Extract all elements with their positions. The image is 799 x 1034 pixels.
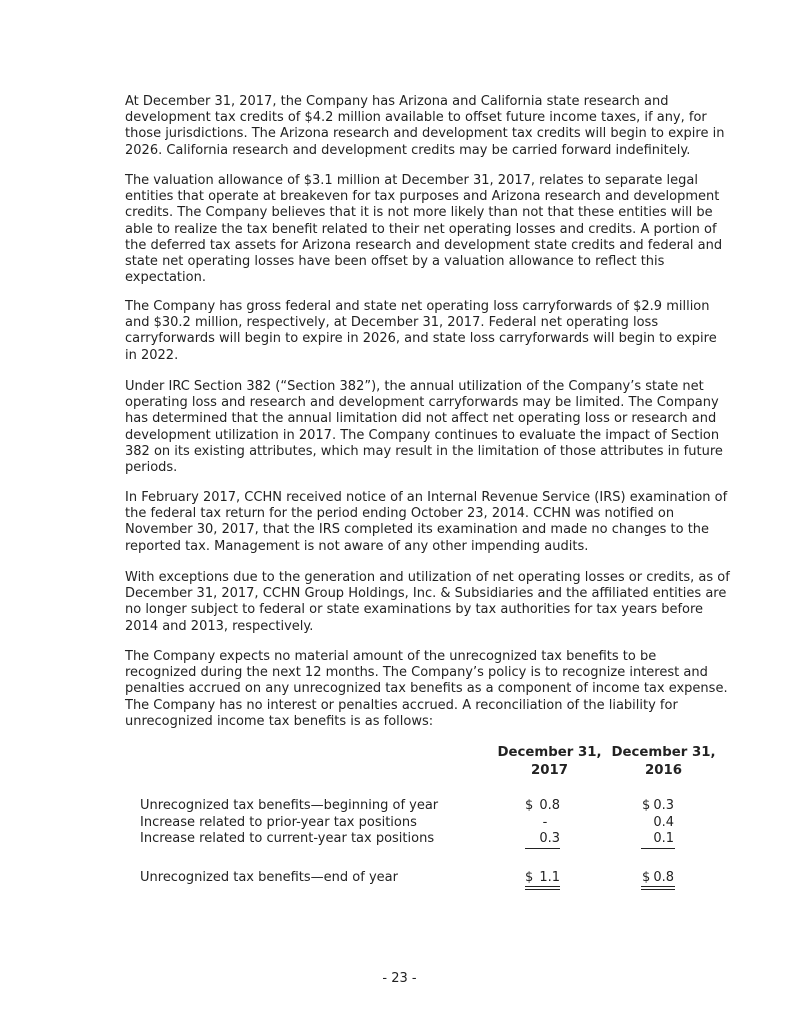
total-double-underline-col1-b	[525, 889, 560, 890]
row-prior-year-col1-value: -	[542, 815, 548, 830]
paragraph-nol-carryforwards: The Company has gross federal and state net operating loss carryforwards of $2.9 million and $30.2 million, respectively, at December 31, 2017. Federal net operating loss carryforwards will begin to expire in 2026, and state loss carryforwards will begin to expire in 2022.	[125, 299, 717, 363]
row-beginning-col2-value: 0.3	[653, 798, 674, 813]
paragraph-section-382: Under IRC Section 382 (“Section 382”), the annual utilization of the Company’s state net operating loss and research and development carryforwards may be limited. The Company has determined that the annual limitation did not affect net operating loss or research and development utilization in 2017. The Company continues to evaluate the impact of Section 382 on its existing attributes, which may result in the limitation of those attributes in future periods.	[125, 379, 723, 476]
page-number: - 23 -	[382, 971, 417, 986]
row-beginning-col1-value: 0.8	[539, 798, 560, 813]
col2-year: 2016	[644, 763, 682, 778]
row-current-year-col1-value: 0.3	[539, 831, 560, 846]
row-end-col2-value: 0.8	[653, 870, 674, 885]
subtotal-underline-col2	[641, 848, 675, 849]
subtotal-underline-col1	[525, 848, 560, 849]
row-label-end: Unrecognized tax benefits—end of year	[140, 870, 398, 885]
row-beginning-col2-currency: $	[642, 798, 651, 813]
total-double-underline-col2-a	[641, 886, 675, 887]
row-label-prior-year: Increase related to prior-year tax positions	[140, 815, 417, 830]
total-double-underline-col1-a	[525, 886, 560, 887]
row-end-col2-currency: $	[642, 870, 651, 885]
row-label-beginning: Unrecognized tax benefits—beginning of year	[140, 798, 439, 813]
row-current-year-col2-value: 0.1	[653, 831, 674, 846]
row-end-col1-value: 1.1	[539, 870, 560, 885]
paragraph-exceptions: With exceptions due to the generation and utilization of net operating losses or credits, as of December 31, 2017, CCHN Group Holdings, Inc. & Subsidiaries and the affiliated entities are no longer subject to federal or state examinations by tax authorities for tax years before 2014 and 2013, respectively.	[125, 570, 730, 634]
paragraph-unrecognized-benefits: The Company expects no material amount of the unrecognized tax benefits to be recognized during the next 12 months. The Company’s policy is to recognize interest and penalties accrued on any unrecognized tax benefits as a component of income tax expense. The Company has no interest or penalties accrued. A reconciliation of the liability for unrecognized income tax benefits is as follows:	[125, 649, 728, 729]
paragraph-irs-examination: In February 2017, CCHN received notice of an Internal Revenue Service (IRS) examination of the federal tax return for the period ending October 23, 2014. CCHN was notified on November 30, 2017, that the IRS completed its examination and made no changes to the reported tax. Management is not aware of any other impending audits.	[125, 490, 728, 554]
row-beginning-col1-currency: $	[525, 798, 534, 813]
total-double-underline-col2-b	[641, 889, 675, 890]
paragraph-valuation-allowance: The valuation allowance of $3.1 million at December 31, 2017, relates to separate legal entities that operate at breakeven for tax purposes and Arizona research and development credits. The Company believes that it is not more likely than not that these entities will be able to realize the tax benefit related to their net operating losses and credits. A portion of the deferred tax assets for Arizona research and development state credits and federal and state net operating losses have been offset by a valuation allowance to reflect this expectation.	[125, 173, 723, 286]
row-prior-year-col2-value: 0.4	[653, 815, 674, 830]
paragraph-rd-credits: At December 31, 2017, the Company has Arizona and California state research and development tax credits of $4.2 million available to offset future income taxes, if any, for those jurisdictions. The Arizona research and development tax credits will begin to expire in 2026. California research and development credits may be carried forward indefinitely.	[125, 94, 725, 158]
col2-header: December 31,	[611, 745, 716, 760]
row-end-col1-currency: $	[525, 870, 534, 885]
col1-header: December 31,	[497, 745, 602, 760]
row-label-current-year: Increase related to current-year tax positions	[140, 831, 435, 846]
col1-year: 2017	[530, 763, 568, 778]
